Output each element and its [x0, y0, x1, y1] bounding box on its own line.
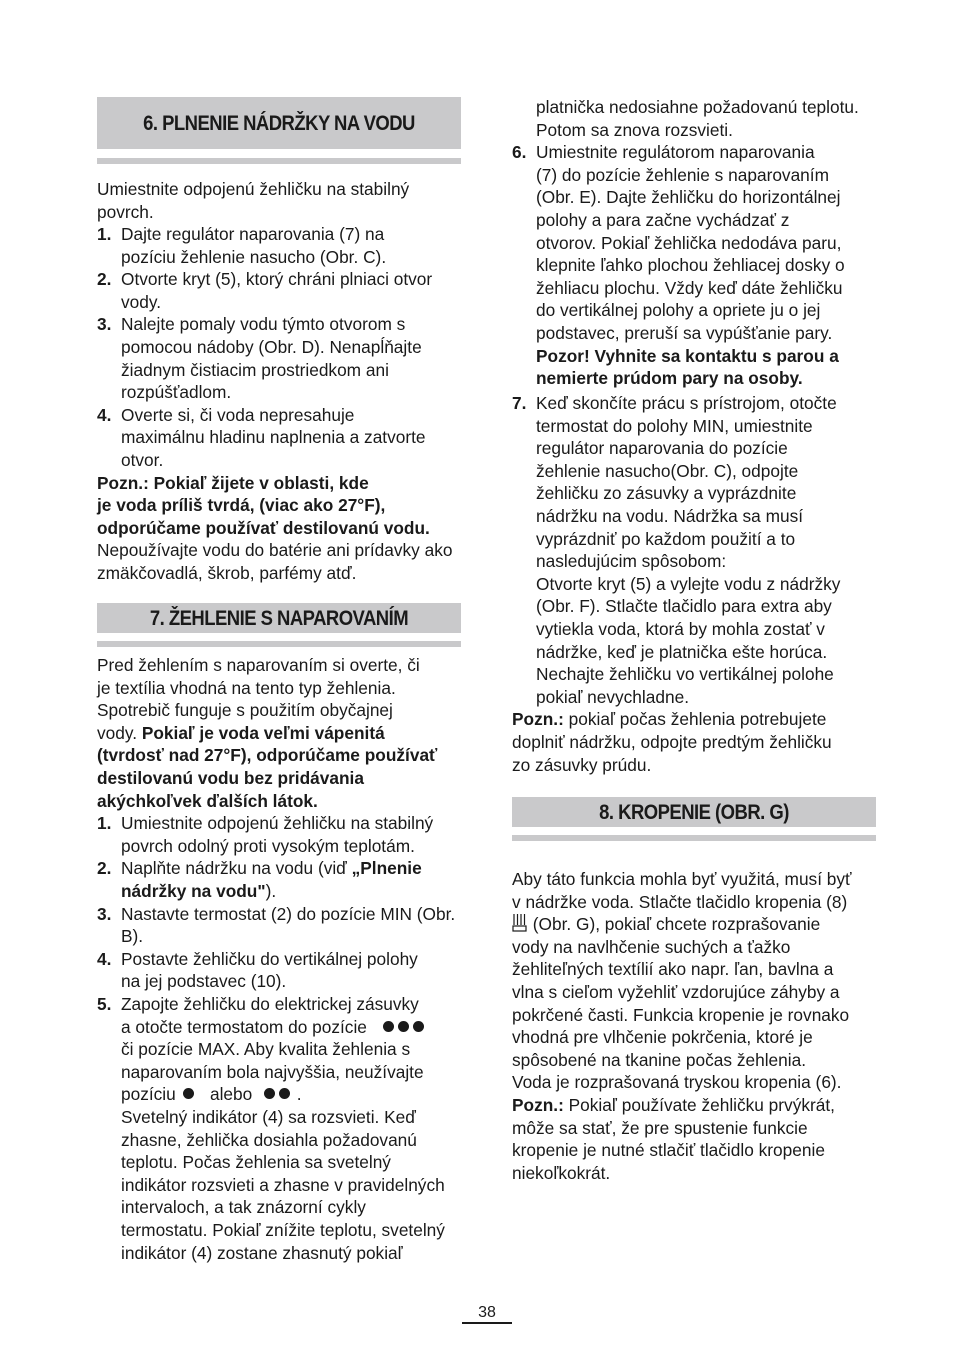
s7-item-7-line: nádržke, keď je platnička ešte horúca.: [536, 641, 828, 662]
s7-item-6-line: do vertikálnej polohy a opriete ju o jej: [536, 300, 821, 321]
s7-item-4-line: na jej podstavec (10).: [121, 971, 287, 992]
s7-item-2-num: 2.: [97, 858, 112, 879]
s7-item-6-line: klepnite ľahko plochou žehliacej dosky o: [536, 255, 845, 276]
s7-item-5-text: pozíciu: [121, 1084, 176, 1105]
s6-note-bold: odporúčame používať destilovanú vodu.: [97, 517, 430, 538]
s7-item-5-line: indikátor rozsvieti a zhasne v pravidelných: [121, 1174, 445, 1195]
s6-item-3-line: rozpúšťadlom.: [121, 382, 232, 403]
s7-item-5-line: zhasne, žehlička dosiahla požadovanú: [121, 1129, 417, 1150]
s8-text: (Obr. G), pokiaľ chcete rozprašovanie: [528, 914, 821, 935]
s6-item-4-num: 4.: [97, 404, 112, 425]
s7-item-5-text: alebo: [209, 1084, 253, 1105]
s7-item-5-line: či pozície MAX. Aby kvalita žehlenia s: [121, 1039, 411, 1060]
s7c-line: platnička nedosiahne požadovanú teplotu.: [536, 97, 859, 117]
s7-intro-bold: destilovanú vodu bez pridávania: [97, 768, 364, 788]
section-6-header: [97, 97, 461, 149]
s6-item-1-line: pozíciu žehlenie nasucho (Obr. C).: [121, 246, 387, 267]
s7-item-4-line: Postavte žehličku do vertikálnej polohy: [121, 948, 418, 969]
s6-item-3-line: pomocou nádoby (Obr. D). Nenapĺňajte: [121, 337, 422, 357]
section-7-rule: [97, 641, 461, 647]
s7-item-7-line: termostat do polohy MIN, umiestnite: [536, 415, 813, 436]
s8-line: vlna s cieľom vyžehliť vzdorujúce záhyby a: [512, 982, 840, 1002]
s7-item-6-line: (7) do pozície žehlenie s naparovaním: [536, 164, 829, 185]
s8-line: vody na navlhčenie suchých a ťažko: [512, 936, 791, 957]
s7-item-5-line: termostatu. Pokiaľ znížite teplotu, svetelný: [121, 1220, 445, 1240]
s7-intro-line: Spotrebič funguje s použitím obyčajnej: [97, 700, 393, 721]
s8-note-text: Pokiaľ používate žehličku prvýkrát,: [563, 1095, 835, 1115]
s7-item-7-line: Nechajte žehličku vo vertikálnej polohe: [536, 664, 834, 685]
s6-note-tail: Nepoužívajte vodu do batérie ani prídavky ako: [97, 540, 453, 561]
s8-note-line: kropenie je nutné stlačiť tlačidlo kropenie: [512, 1140, 825, 1161]
s7-item-5-text: .: [296, 1084, 302, 1105]
s7-item-4-num: 4.: [97, 948, 112, 969]
dot-icon: [413, 1021, 424, 1032]
s7-item-2-pre: Naplňte nádržku na vodu (viď: [121, 858, 352, 879]
s7-item-5-line: naparovaním bola najvyššia, neužívajte: [121, 1061, 424, 1082]
s7-item-1-line: Umiestnite odpojenú žehličku na stabilný: [121, 813, 434, 834]
s6-item-4-line: Overte si, či voda nepresahuje: [121, 404, 355, 425]
s6-item-3-line: žiadnym čistiacim prostriedkom ani: [121, 359, 389, 380]
s7-item-6-warning: nemierte prúdom pary na osoby.: [536, 368, 803, 389]
s7-item-6-line: žehliacu plochu. Vždy keď dáte žehličku: [536, 277, 843, 298]
s6-intro-line: povrch.: [97, 201, 154, 222]
s7c-line: Potom sa znova rozsvieti.: [536, 119, 733, 140]
s6-item-4-line: maximálnu hladinu naplnenia a zatvorte: [121, 427, 426, 448]
s7-item-1-line: povrch odolný proti vysokým teplotám.: [121, 835, 415, 856]
s7-item-3-line: Nastavte termostat (2) do pozície MIN (Obr.: [121, 903, 456, 924]
s7-item-7-line: vytiekla voda, ktorá by mohla zostať v: [536, 619, 825, 639]
section-7-header: [97, 603, 461, 633]
s8-note-line: niekoľkokrát.: [512, 1162, 611, 1183]
s7-item-5-line: Zapojte žehličku do elektrickej zásuvky: [121, 994, 419, 1014]
s7-item-6-num: 6.: [512, 142, 527, 163]
s8-note-line: môže sa stať, že pre spustenie funkcie: [512, 1117, 808, 1138]
section-7-title: 7. ŽEHLENIE S NAPAROVANÍM: [149, 607, 409, 630]
s8-line: žehliteľných textílií ako napr. ľan, bavlna a: [512, 959, 834, 980]
s7-note: [512, 708, 826, 731]
s7-item-7-line: nasledujúcim spôsobom:: [536, 551, 727, 572]
s8-line: v nádržke voda. Stlačte tlačidlo kropenia (8): [512, 891, 848, 912]
page-number-rule: [462, 1322, 512, 1324]
spray-icon: [512, 913, 528, 933]
s7-item-7-line: Keď skončíte prácu s prístrojom, otočte: [536, 393, 837, 413]
s7-item-7-line: žehlenie nasucho(Obr. C), odpojte: [536, 460, 799, 481]
s6-item-2-line: vody.: [121, 291, 162, 312]
dot-icon: [383, 1021, 394, 1032]
s7-item-7-line: pokiaľ nevychladne.: [536, 686, 689, 707]
s7-item-7-num: 7.: [512, 393, 527, 413]
section-6-rule: [97, 158, 461, 164]
s7-item-2-bold: „Plnenie: [351, 858, 422, 879]
s7-item-5-line: [97, 1083, 302, 1106]
s7-intro-bold: akýchkoľvek ďalších látok.: [97, 790, 318, 811]
s7-item-7-line: nádržku na vodu. Nádržka sa musí: [536, 506, 804, 526]
s7-item-6-line: podstavec, preruší sa vypúšťanie pary.: [536, 323, 833, 343]
section-6-title: 6. PLNENIE NÁDRŽKY NA VODU: [143, 112, 415, 135]
s7-item-6-line: (Obr. E). Dajte žehličku do horizontálnej: [536, 187, 841, 208]
s7-item-7-line: (Obr. F). Stlačte tlačidlo para extra aby: [536, 596, 832, 617]
s7-item-7-line: žehličku zo zásuvky a vyprázdnite: [536, 483, 797, 504]
s7-note-line: doplniť nádržku, odpojte predtým žehličku: [512, 732, 832, 752]
s7-item-1-num: 1.: [97, 813, 112, 834]
s7-intro-mixed: [97, 722, 385, 745]
s6-item-2-num: 2.: [97, 269, 112, 290]
section-8-title: 8. KROPENIE (OBR. G): [599, 801, 789, 824]
s8-note: [512, 1094, 835, 1117]
s8-line: spôsobené na tkanine počas žehlenia.: [512, 1049, 807, 1070]
s7-intro-line: Pred žehlením s naparovaním si overte, či: [97, 655, 420, 675]
s7-item-2-bold: nádržky na vodu": [121, 881, 266, 901]
s7-item-5-num: 5.: [97, 994, 112, 1014]
s7-intro-line: je textília vhodná na tento typ žehlenia.: [97, 677, 396, 698]
s6-note-tail: zmäkčovadlá, škrob, parfémy atď.: [97, 563, 357, 583]
s7-item-5-text: a otočte termostatom do pozície: [121, 1016, 367, 1037]
s7-item-6-line: Umiestnite regulátorom naparovania: [536, 142, 815, 163]
s7-item-7-line: Otvorte kryt (5) a vylejte vodu z nádržky: [536, 573, 841, 594]
s7-item-3-num: 3.: [97, 903, 112, 924]
section-8-rule: [512, 835, 876, 841]
s7-item-2-post: ).: [265, 881, 277, 901]
s7-item-2-line: [97, 880, 276, 903]
s8-line: Aby táto funkcia mohla byť využitá, musí byť: [512, 869, 852, 889]
s6-note-bold: je voda príliš tvrdá, (viac ako 27°F),: [97, 495, 386, 516]
s6-item-3-line: Nalejte pomaly vodu týmto otvorom s: [121, 314, 406, 335]
s7-item-6-line: polohy a para začne vychádzať z: [536, 210, 790, 230]
s7-item-5-line: [97, 1016, 426, 1039]
s7-item-5-line: intervaloch, a tak znázorní cykly: [121, 1197, 366, 1218]
page-number: 38: [478, 1304, 496, 1321]
s6-item-3-num: 3.: [97, 314, 112, 335]
s7-item-6-line: otvorov. Pokiaľ žehlička nedodáva paru,: [536, 232, 842, 253]
s7-note-label: Pozn.:: [512, 709, 564, 730]
dot-icon: [279, 1088, 290, 1099]
s7-item-7-line: regulátor naparovania do pozície: [536, 438, 788, 459]
dot-icon: [264, 1088, 275, 1099]
section-8-header: [512, 797, 876, 827]
s6-intro-line: Umiestnite odpojenú žehličku na stabilný: [97, 179, 410, 199]
s8-line: Voda je rozprašovaná tryskou kropenia (6).: [512, 1072, 842, 1093]
s6-item-1-line: Dajte regulátor naparovania (7) na: [121, 224, 385, 244]
s7-intro-bold-part: Pokiaľ je voda veľmi vápenitá: [141, 722, 385, 743]
s7-item-5-line: teplotu. Počas žehlenia sa svetelný: [121, 1152, 391, 1173]
s7-note-text: pokiaľ počas žehlenia potrebujete: [563, 709, 827, 730]
s6-item-2-line: Otvorte kryt (5), ktorý chráni plniaci otvor: [121, 269, 433, 290]
s8-note-label: Pozn.:: [512, 1095, 564, 1115]
s7-intro-plain-part: vody.: [97, 722, 142, 743]
s7-item-7-line: vyprázdniť po každom použití a to: [536, 528, 796, 549]
s6-item-4-line: otvor.: [121, 450, 164, 470]
s7-intro-bold: (tvrdosť nad 27°F), odporúčame používať: [97, 745, 438, 766]
s6-note-bold: Pozn.: Pokiaľ žijete v oblasti, kde: [97, 472, 369, 493]
s7-note-line: zo zásuvky prúdu.: [512, 754, 652, 775]
dot-icon: [398, 1021, 409, 1032]
s7-item-2-line: [97, 857, 422, 880]
s7-item-6-warning: Pozor! Vyhnite sa kontaktu s parou a: [536, 345, 839, 366]
s8-line: pokrčené časti. Funkcia kropenie je rovnako: [512, 1004, 850, 1025]
s7-item-5-line: indikátor (4) zostane zhasnutý pokiaľ: [121, 1242, 403, 1263]
s7-item-3-line: B).: [121, 926, 144, 947]
s7-item-5-line: Svetelný indikátor (4) sa rozsvieti. Keď: [121, 1107, 416, 1127]
s8-line: vhodná pre vlhčenie pokrčenia, ktoré je: [512, 1027, 813, 1048]
s8-line: [512, 913, 820, 936]
s6-item-1-num: 1.: [97, 224, 112, 244]
dot-icon: [183, 1088, 194, 1099]
